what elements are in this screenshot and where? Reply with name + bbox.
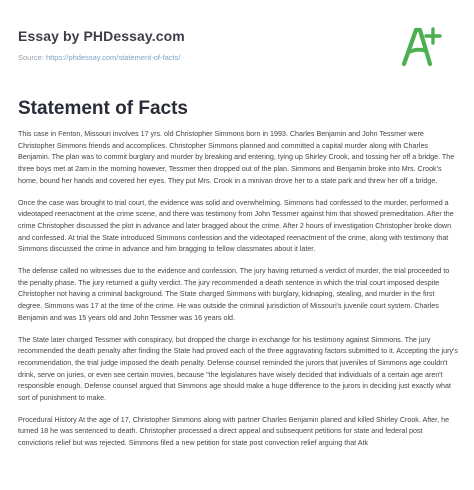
paragraph-1: This case in Fenton, Missouri involves 17 yrs. old Christopher Simmons born in 1993. Charles Benjamin and John Tessmer were Christopher Simmons friends and accomplices. Christopher Simmons planned and committed a capital murder along with Charles Benjamin. The plan was to commit burglary and murder by breaking and entering, tying up Shirley Crook, and tossing her off a bridge. The three boys met at 2am in the morning however, Tessmer then dropped out of the plan. Simmons and Benjamin broke into Mrs. Crook's home, bound her hands and covered her eyes. They put Mrs. Crook in a minivan drove her to a state park and threw her off a bridge.	[18, 130, 455, 185]
source-line	[18, 53, 180, 62]
paragraph-3: The defense called no witnesses due to the evidence and confession. The jury having returned a verdict of murder, the trial proceeded to the penalty phase. The jury returned a guilty verdict. The jury recommended a death sentence in which the trial court imposed despite Christopher not having a criminal background. The State charged Simmons with burglary, kidnaping, stealing, and murder in the first degree. Simmons was 17 at the time of the crime. He was outside the criminal jurisdiction of Missouri's juvenile court system. Charles Benjamin and was 15 years old and John Tessmer was 16 years old.	[18, 267, 450, 322]
paragraph-2: Once the case was brought to trial court, the evidence was solid and overwhelming. Simmons had confessed to the murder, performed a videotaped reenactment at the crime scene, and there was testimony from John Tessmer against him that showed premeditation. After the crime Christopher discussed the plot in advance and later bragged about the crime. After 2 hours of investigation Christopher broke down and confessed. At trial the State introduced Simmons confession and the videotaped reenactment of the crime, along with testimony that Simmons discussed the crime in advance and him bragging to fellow classmates about it later.	[18, 198, 454, 254]
paragraph-4: The State later charged Tessmer with conspiracy, but dropped the charge in exchange for his testimony against Simmons. The jury recommended the death penalty after finding the State had proved each of the three aggravating factors submitted to it. Accepting the jury's recommendation, the trial judge imposed the death penalty. Defense counsel reminded the jurors that juveniles of Simmons age couldn't drink, serve on juries, or even see certain movies, because "the legislatures have wisely decided that individuals of a certain age aren't responsible enough. Defense counsel argued that Simmons age should make a huge difference to the jurors in deciding just exactly what sort of punishment to make.	[18, 335, 458, 403]
source-label: Source:	[18, 53, 46, 62]
page-header	[0, 0, 474, 72]
paragraph-5: Procedural History At the age of 17, Christopher Simmons along with partner Charles Benjamin planed and killed Shirley Crook. After, he turned 18 he was sentenced to death. Christopher processed a direct appeal and subsequent petitions for state and federal post convictions relief but was rejected. Simmons filed a new petition for state post convection relief arguing that Atk	[18, 415, 450, 448]
source-url-link[interactable]: https://phdessay.com/statement-of-facts/	[45, 53, 181, 62]
a-plus-logo-icon	[396, 20, 448, 72]
site-brand[interactable]: Essay by PHDessay.com	[18, 28, 185, 44]
document-body	[18, 129, 458, 460]
document-title: Statement of Facts	[18, 98, 188, 119]
